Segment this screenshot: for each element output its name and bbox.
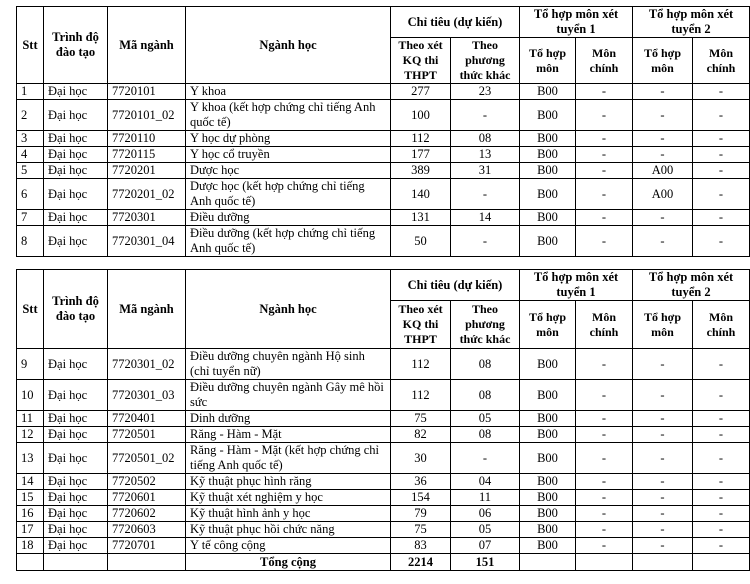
- header-nganh-hoc: Ngành học: [186, 270, 391, 349]
- cell-name: Kỹ thuật phục hình răng: [186, 474, 391, 490]
- cell-code: 7720110: [108, 131, 186, 147]
- cell-thpt: 112: [391, 131, 451, 147]
- cell-other: 04: [451, 474, 520, 490]
- cell-to-hop-2: -: [633, 84, 693, 100]
- cell-to-hop-2: -: [633, 538, 693, 554]
- header-theo-phuong-thuc: Theo phương thức khác: [451, 38, 520, 84]
- header-to-hop-mon-2: Tổ hợp môn: [633, 301, 693, 349]
- cell-thpt: 389: [391, 163, 451, 179]
- cell-to-hop-2: -: [633, 226, 693, 257]
- cell-mon-chinh-1: -: [576, 474, 633, 490]
- cell-level: Đại học: [44, 84, 108, 100]
- cell-mon-chinh-1: -: [576, 179, 633, 210]
- cell-code: 7720301_02: [108, 349, 186, 380]
- cell-code: 7720101_02: [108, 100, 186, 131]
- total-blank: [44, 554, 108, 571]
- table-row: [17, 131, 750, 147]
- cell-stt: 9: [17, 349, 44, 380]
- cell-thpt: 277: [391, 84, 451, 100]
- cell-name: Điều dưỡng (kết hợp chứng chỉ tiếng Anh quốc tế): [186, 226, 391, 257]
- cell-thpt: 112: [391, 349, 451, 380]
- total-other: 151: [451, 554, 520, 571]
- total-blank: [17, 554, 44, 571]
- cell-thpt: 100: [391, 100, 451, 131]
- table-row: [17, 506, 750, 522]
- cell-code: 7720501: [108, 427, 186, 443]
- cell-to-hop-2: -: [633, 411, 693, 427]
- cell-code: 7720101: [108, 84, 186, 100]
- cell-code: 7720115: [108, 147, 186, 163]
- total-blank: [576, 554, 633, 571]
- cell-to-hop-1: B00: [520, 427, 576, 443]
- cell-to-hop-1: B00: [520, 349, 576, 380]
- cell-thpt: 50: [391, 226, 451, 257]
- cell-stt: 17: [17, 522, 44, 538]
- cell-to-hop-1: B00: [520, 100, 576, 131]
- cell-stt: 6: [17, 179, 44, 210]
- total-blank: [633, 554, 693, 571]
- cell-code: 7720201: [108, 163, 186, 179]
- cell-to-hop-2: -: [633, 427, 693, 443]
- header-to-hop-2: Tổ hợp môn xét tuyển 2: [633, 7, 750, 38]
- cell-mon-chinh-1: -: [576, 427, 633, 443]
- cell-mon-chinh-1: -: [576, 163, 633, 179]
- cell-level: Đại học: [44, 349, 108, 380]
- cell-level: Đại học: [44, 131, 108, 147]
- cell-other: 11: [451, 490, 520, 506]
- cell-mon-chinh-2: -: [693, 349, 750, 380]
- cell-mon-chinh-1: -: [576, 538, 633, 554]
- cell-name: Điều dưỡng chuyên ngành Hộ sinh (chỉ tuyển nữ): [186, 349, 391, 380]
- cell-to-hop-2: -: [633, 100, 693, 131]
- cell-level: Đại học: [44, 490, 108, 506]
- cell-name: Y học cổ truyền: [186, 147, 391, 163]
- cell-stt: 14: [17, 474, 44, 490]
- cell-to-hop-1: B00: [520, 210, 576, 226]
- cell-level: Đại học: [44, 380, 108, 411]
- cell-to-hop-2: -: [633, 506, 693, 522]
- cell-to-hop-1: B00: [520, 538, 576, 554]
- cell-code: 7720601: [108, 490, 186, 506]
- total-thpt: 2214: [391, 554, 451, 571]
- cell-mon-chinh-2: -: [693, 506, 750, 522]
- cell-to-hop-2: -: [633, 490, 693, 506]
- total-blank: [520, 554, 576, 571]
- table-row: [17, 411, 750, 427]
- cell-name: Răng - Hàm - Mặt: [186, 427, 391, 443]
- cell-thpt: 79: [391, 506, 451, 522]
- cell-mon-chinh-2: -: [693, 210, 750, 226]
- total-label: Tổng cộng: [186, 554, 391, 571]
- cell-mon-chinh-2: -: [693, 84, 750, 100]
- cell-to-hop-2: -: [633, 147, 693, 163]
- table-row: [17, 226, 750, 257]
- header-to-hop-mon-2: Tổ hợp môn: [633, 38, 693, 84]
- cell-name: Điều dưỡng chuyên ngành Gây mê hồi sức: [186, 380, 391, 411]
- cell-stt: 15: [17, 490, 44, 506]
- cell-name: Y học dự phòng: [186, 131, 391, 147]
- cell-mon-chinh-1: -: [576, 147, 633, 163]
- cell-to-hop-1: B00: [520, 443, 576, 474]
- cell-stt: 1: [17, 84, 44, 100]
- header-theo-xet: Theo xét KQ thi THPT: [391, 38, 451, 84]
- cell-other: -: [451, 179, 520, 210]
- cell-thpt: 82: [391, 427, 451, 443]
- cell-name: Răng - Hàm - Mặt (kết hợp chứng chỉ tiếng Anh quốc tế): [186, 443, 391, 474]
- cell-thpt: 177: [391, 147, 451, 163]
- cell-level: Đại học: [44, 538, 108, 554]
- cell-thpt: 83: [391, 538, 451, 554]
- cell-mon-chinh-1: -: [576, 522, 633, 538]
- cell-name: Kỹ thuật hình ảnh y học: [186, 506, 391, 522]
- cell-mon-chinh-2: -: [693, 443, 750, 474]
- cell-stt: 18: [17, 538, 44, 554]
- cell-to-hop-1: B00: [520, 226, 576, 257]
- cell-mon-chinh-2: -: [693, 179, 750, 210]
- total-blank: [108, 554, 186, 571]
- cell-mon-chinh-1: -: [576, 380, 633, 411]
- cell-mon-chinh-1: -: [576, 226, 633, 257]
- table-row: [17, 427, 750, 443]
- cell-mon-chinh-2: -: [693, 522, 750, 538]
- cell-level: Đại học: [44, 427, 108, 443]
- cell-name: Y khoa (kết hợp chứng chỉ tiếng Anh quốc tế): [186, 100, 391, 131]
- header-theo-phuong-thuc: Theo phương thức khác: [451, 301, 520, 349]
- cell-code: 7720603: [108, 522, 186, 538]
- cell-code: 7720301_04: [108, 226, 186, 257]
- table-row: [17, 100, 750, 131]
- cell-to-hop-1: B00: [520, 411, 576, 427]
- cell-stt: 3: [17, 131, 44, 147]
- cell-thpt: 112: [391, 380, 451, 411]
- header-to-hop-2: Tổ hợp môn xét tuyển 2: [633, 270, 750, 301]
- cell-to-hop-1: B00: [520, 163, 576, 179]
- cell-stt: 13: [17, 443, 44, 474]
- header-to-hop-mon-1: Tổ hợp môn: [520, 301, 576, 349]
- header-chi-tieu: Chỉ tiêu (dự kiến): [391, 7, 520, 38]
- cell-level: Đại học: [44, 163, 108, 179]
- cell-mon-chinh-2: -: [693, 474, 750, 490]
- cell-other: 08: [451, 380, 520, 411]
- cell-level: Đại học: [44, 506, 108, 522]
- header-theo-xet: Theo xét KQ thi THPT: [391, 301, 451, 349]
- cell-level: Đại học: [44, 443, 108, 474]
- cell-other: 13: [451, 147, 520, 163]
- cell-to-hop-1: B00: [520, 522, 576, 538]
- admission-table-part-1: [16, 6, 750, 257]
- cell-name: Điều dưỡng: [186, 210, 391, 226]
- header-mon-chinh-1: Môn chính: [576, 38, 633, 84]
- cell-to-hop-1: B00: [520, 84, 576, 100]
- table-row: [17, 147, 750, 163]
- cell-stt: 5: [17, 163, 44, 179]
- cell-mon-chinh-1: -: [576, 349, 633, 380]
- cell-to-hop-2: -: [633, 474, 693, 490]
- cell-name: Y khoa: [186, 84, 391, 100]
- header-chi-tieu: Chỉ tiêu (dự kiến): [391, 270, 520, 301]
- header-to-hop-1: Tổ hợp môn xét tuyển 1: [520, 270, 633, 301]
- cell-level: Đại học: [44, 522, 108, 538]
- cell-stt: 7: [17, 210, 44, 226]
- cell-mon-chinh-2: -: [693, 163, 750, 179]
- cell-code: 7720301: [108, 210, 186, 226]
- header-mon-chinh-2: Môn chính: [693, 38, 750, 84]
- cell-name: Y tế công cộng: [186, 538, 391, 554]
- cell-stt: 2: [17, 100, 44, 131]
- cell-other: 08: [451, 131, 520, 147]
- cell-stt: 16: [17, 506, 44, 522]
- cell-stt: 12: [17, 427, 44, 443]
- cell-name: Kỹ thuật xét nghiệm y học: [186, 490, 391, 506]
- table-row: [17, 163, 750, 179]
- cell-thpt: 140: [391, 179, 451, 210]
- cell-stt: 10: [17, 380, 44, 411]
- cell-code: 7720602: [108, 506, 186, 522]
- cell-to-hop-1: B00: [520, 506, 576, 522]
- cell-to-hop-1: B00: [520, 474, 576, 490]
- total-blank: [693, 554, 750, 571]
- cell-to-hop-2: -: [633, 131, 693, 147]
- cell-to-hop-2: A00: [633, 163, 693, 179]
- cell-other: -: [451, 100, 520, 131]
- cell-thpt: 75: [391, 522, 451, 538]
- cell-stt: 11: [17, 411, 44, 427]
- header-stt: Stt: [17, 270, 44, 349]
- header-ma-nganh: Mã ngành: [108, 270, 186, 349]
- cell-to-hop-1: B00: [520, 179, 576, 210]
- table-row: [17, 380, 750, 411]
- cell-code: 7720502: [108, 474, 186, 490]
- header-nganh-hoc: Ngành học: [186, 7, 391, 84]
- cell-mon-chinh-1: -: [576, 506, 633, 522]
- table-row: [17, 538, 750, 554]
- cell-name: Dược học (kết hợp chứng chỉ tiếng Anh quốc tế): [186, 179, 391, 210]
- cell-mon-chinh-2: -: [693, 100, 750, 131]
- header-trinh-do: Trình độ đào tạo: [44, 7, 108, 84]
- cell-thpt: 131: [391, 210, 451, 226]
- cell-code: 7720701: [108, 538, 186, 554]
- cell-other: 06: [451, 506, 520, 522]
- cell-thpt: 154: [391, 490, 451, 506]
- table-row: [17, 522, 750, 538]
- header-ma-nganh: Mã ngành: [108, 7, 186, 84]
- cell-level: Đại học: [44, 100, 108, 131]
- cell-mon-chinh-2: -: [693, 380, 750, 411]
- cell-level: Đại học: [44, 147, 108, 163]
- cell-to-hop-2: -: [633, 380, 693, 411]
- cell-code: 7720201_02: [108, 179, 186, 210]
- table-row: [17, 84, 750, 100]
- cell-mon-chinh-2: -: [693, 490, 750, 506]
- cell-other: -: [451, 226, 520, 257]
- cell-mon-chinh-2: -: [693, 131, 750, 147]
- cell-other: 07: [451, 538, 520, 554]
- total-row: [17, 554, 750, 571]
- cell-other: 14: [451, 210, 520, 226]
- cell-other: 23: [451, 84, 520, 100]
- cell-mon-chinh-1: -: [576, 490, 633, 506]
- cell-to-hop-2: -: [633, 443, 693, 474]
- cell-to-hop-1: B00: [520, 131, 576, 147]
- cell-thpt: 36: [391, 474, 451, 490]
- cell-mon-chinh-1: -: [576, 131, 633, 147]
- table-row: [17, 349, 750, 380]
- cell-other: 05: [451, 522, 520, 538]
- cell-mon-chinh-2: -: [693, 427, 750, 443]
- header-mon-chinh-2: Môn chính: [693, 301, 750, 349]
- cell-mon-chinh-1: -: [576, 210, 633, 226]
- cell-stt: 8: [17, 226, 44, 257]
- table-row: [17, 474, 750, 490]
- cell-to-hop-2: -: [633, 522, 693, 538]
- table-row: [17, 443, 750, 474]
- cell-mon-chinh-2: -: [693, 411, 750, 427]
- header-trinh-do: Trình độ đào tạo: [44, 270, 108, 349]
- cell-mon-chinh-1: -: [576, 84, 633, 100]
- admission-table-part-2: [16, 269, 750, 571]
- cell-code: 7720401: [108, 411, 186, 427]
- cell-name: Dinh dưỡng: [186, 411, 391, 427]
- cell-other: 31: [451, 163, 520, 179]
- cell-thpt: 75: [391, 411, 451, 427]
- table-row: [17, 210, 750, 226]
- cell-stt: 4: [17, 147, 44, 163]
- cell-level: Đại học: [44, 411, 108, 427]
- table-row: [17, 179, 750, 210]
- cell-code: 7720501_02: [108, 443, 186, 474]
- cell-thpt: 30: [391, 443, 451, 474]
- cell-other: -: [451, 443, 520, 474]
- cell-level: Đại học: [44, 210, 108, 226]
- header-stt: Stt: [17, 7, 44, 84]
- cell-to-hop-2: -: [633, 210, 693, 226]
- header-to-hop-1: Tổ hợp môn xét tuyển 1: [520, 7, 633, 38]
- cell-level: Đại học: [44, 474, 108, 490]
- cell-other: 05: [451, 411, 520, 427]
- cell-other: 08: [451, 349, 520, 380]
- cell-mon-chinh-2: -: [693, 147, 750, 163]
- table-row: [17, 490, 750, 506]
- cell-mon-chinh-2: -: [693, 538, 750, 554]
- header-to-hop-mon-1: Tổ hợp môn: [520, 38, 576, 84]
- cell-to-hop-1: B00: [520, 147, 576, 163]
- cell-mon-chinh-1: -: [576, 443, 633, 474]
- cell-name: Kỹ thuật phục hồi chức năng: [186, 522, 391, 538]
- cell-name: Dược học: [186, 163, 391, 179]
- cell-level: Đại học: [44, 179, 108, 210]
- header-mon-chinh-1: Môn chính: [576, 301, 633, 349]
- cell-mon-chinh-1: -: [576, 411, 633, 427]
- cell-to-hop-2: A00: [633, 179, 693, 210]
- cell-to-hop-1: B00: [520, 490, 576, 506]
- cell-level: Đại học: [44, 226, 108, 257]
- cell-code: 7720301_03: [108, 380, 186, 411]
- cell-mon-chinh-2: -: [693, 226, 750, 257]
- cell-to-hop-1: B00: [520, 380, 576, 411]
- cell-to-hop-2: -: [633, 349, 693, 380]
- cell-mon-chinh-1: -: [576, 100, 633, 131]
- cell-other: 08: [451, 427, 520, 443]
